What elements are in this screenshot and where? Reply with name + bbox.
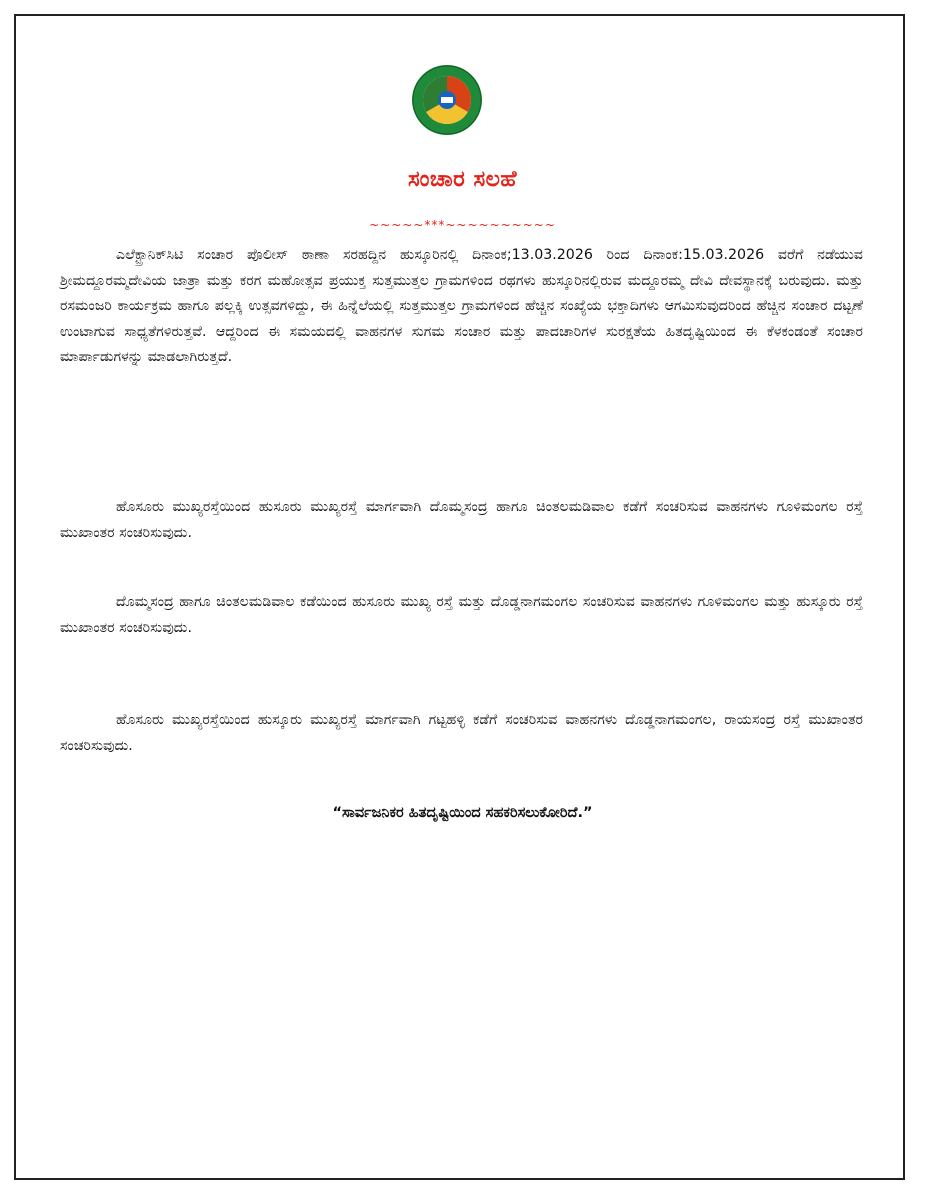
notice-title: ಸಂಚಾರ ಸಲಹೆ — [407, 167, 518, 192]
diversion-paragraph-1: ಹೊಸೂರು ಮುಖ್ಯರಸ್ತೆಯಿಂದ ಹುಸೂರು ಮುಖ್ಯರಸ್ತೆ ಮಾರ್ಗವಾಗಿ ದೊಮ್ಮಸಂದ್ರ ಹಾಗೂ ಚಿಂತಲಮಡಿವಾಲ ಕಡೆಗೆ ಸಂಚರಿಸುವ ವಾಹನಗಳು ಗೂಳಿಮಂಗಲ ರಸ್ತೆ ಮುಖಾಂತರ ಸಂಚರಿಸುವುದು. — [60, 499, 863, 541]
diversion-paragraph-2: ದೊಮ್ಮಸಂದ್ರ ಹಾಗೂ ಚಿಂತಲಮಡಿವಾಲ ಕಡೆಯಿಂದ ಹುಸೂರು ಮುಖ್ಯ ರಸ್ತೆ ಮತ್ತು ದೊಡ್ಡನಾಗಮಂಗಲ ಸಂಚರಿಸುವ ವಾಹನಗಳು ಗೂಳಿಮಂಗಲ ಮತ್ತು ಹುಸ್ಕೂರು ರಸ್ತೆ ಮುಖಾಂತರ ಸಂಚರಿಸುವುದು. — [60, 594, 863, 636]
diversion-paragraph-3: ಹೊಸೂರು ಮುಖ್ಯರಸ್ತೆಯಿಂದ ಹುಸ್ಕೂರು ಮುಖ್ಯರಸ್ತೆ ಮಾರ್ಗವಾಗಿ ಗಟ್ಟಹಳ್ಳಿ ಕಡೆಗೆ ಸಂಚರಿಸುವ ವಾಹನಗಳು ದೊಡ್ಡನಾಗಮಂಗಲ, ರಾಯಸಂದ್ರ ರಸ್ತೆ ಮುಖಾಂತರ ಸಂಚರಿಸುವುದು. — [60, 712, 863, 754]
closing-request: “ಸಾರ್ವಜನಿಕರ ಹಿತದೃಷ್ಟಿಯಿಂದ ಸಹಕರಿಸಲುಕೋರಿದೆ.” — [332, 805, 593, 821]
title-separator: ~~~~~***~~~~~~~~~~ — [369, 218, 556, 232]
karnataka-traffic-police-emblem-icon — [411, 64, 483, 136]
intro-paragraph: ಎಲೆಕ್ಟ್ರಾನಿಕ್‌ಸಿಟಿ ಸಂಚಾರ ಪೊಲೀಸ್ ಠಾಣಾ ಸರಹದ್ದಿನ ಹುಸ್ಕೂರಿನಲ್ಲಿ ದಿನಾಂಕ;13.03.2026 ರಿಂದ ದಿನಾಂಕ:15.03.2026 ವರೆಗೆ ನಡೆಯುವ ಶ್ರೀಮದ್ದೂರಮ್ಮದೇವಿಯ ಜಾತ್ರಾ ಮತ್ತು ಕರಗ ಮಹೋತ್ಸವ ಪ್ರಯುಕ್ತ ಸುತ್ತಮುತ್ತಲ ಗ್ರಾಮಗಳಿಂದ ರಥಗಳು ಹುಸ್ಕೂರಿನಲ್ಲಿರುವ ಮದ್ದೂರಮ್ಮ ದೇವಿ ದೇವಸ್ಥಾನಕ್ಕೆ ಬರುವುದು. ಮತ್ತು ರಸಮಂಜರಿ ಕಾರ್ಯಕ್ರಮ ಹಾಗೂ ಪಲ್ಲಕ್ಕಿ ಉತ್ಸವಗಳಿದ್ದು, ಈ ಹಿನ್ನೆಲೆಯಲ್ಲಿ ಸುತ್ತಮುತ್ತಲ ಗ್ರಾಮಗಳಿಂದ ಹೆಚ್ಚಿನ ಸಂಖ್ಯೆಯ ಭಕ್ತಾದಿಗಳು ಆಗಮಿಸುವುದರಿಂದ ಹೆಚ್ಚಿನ ಸಂಚಾರ ದಟ್ಟಣೆ ಉಂಟಾಗುವ ಸಾಧ್ಯತೆಗಳಿರುತ್ತವೆ. ಆದ್ದರಿಂದ ಈ ಸಮಯದಲ್ಲಿ ವಾಹನಗಳ ಸುಗಮ ಸಂಚಾರ ಮತ್ತು ಪಾದಚಾರಿಗಳ ಸುರಕ್ಷತೆಯ ಹಿತದೃಷ್ಟಿಯಿಂದ ಈ ಕೆಳಕಂಡಂತೆ ಸಂಚಾರ ಮಾರ್ಪಾಡುಗಳನ್ನು ಮಾಡಲಾಗಿರುತ್ತದೆ. — [60, 247, 863, 365]
